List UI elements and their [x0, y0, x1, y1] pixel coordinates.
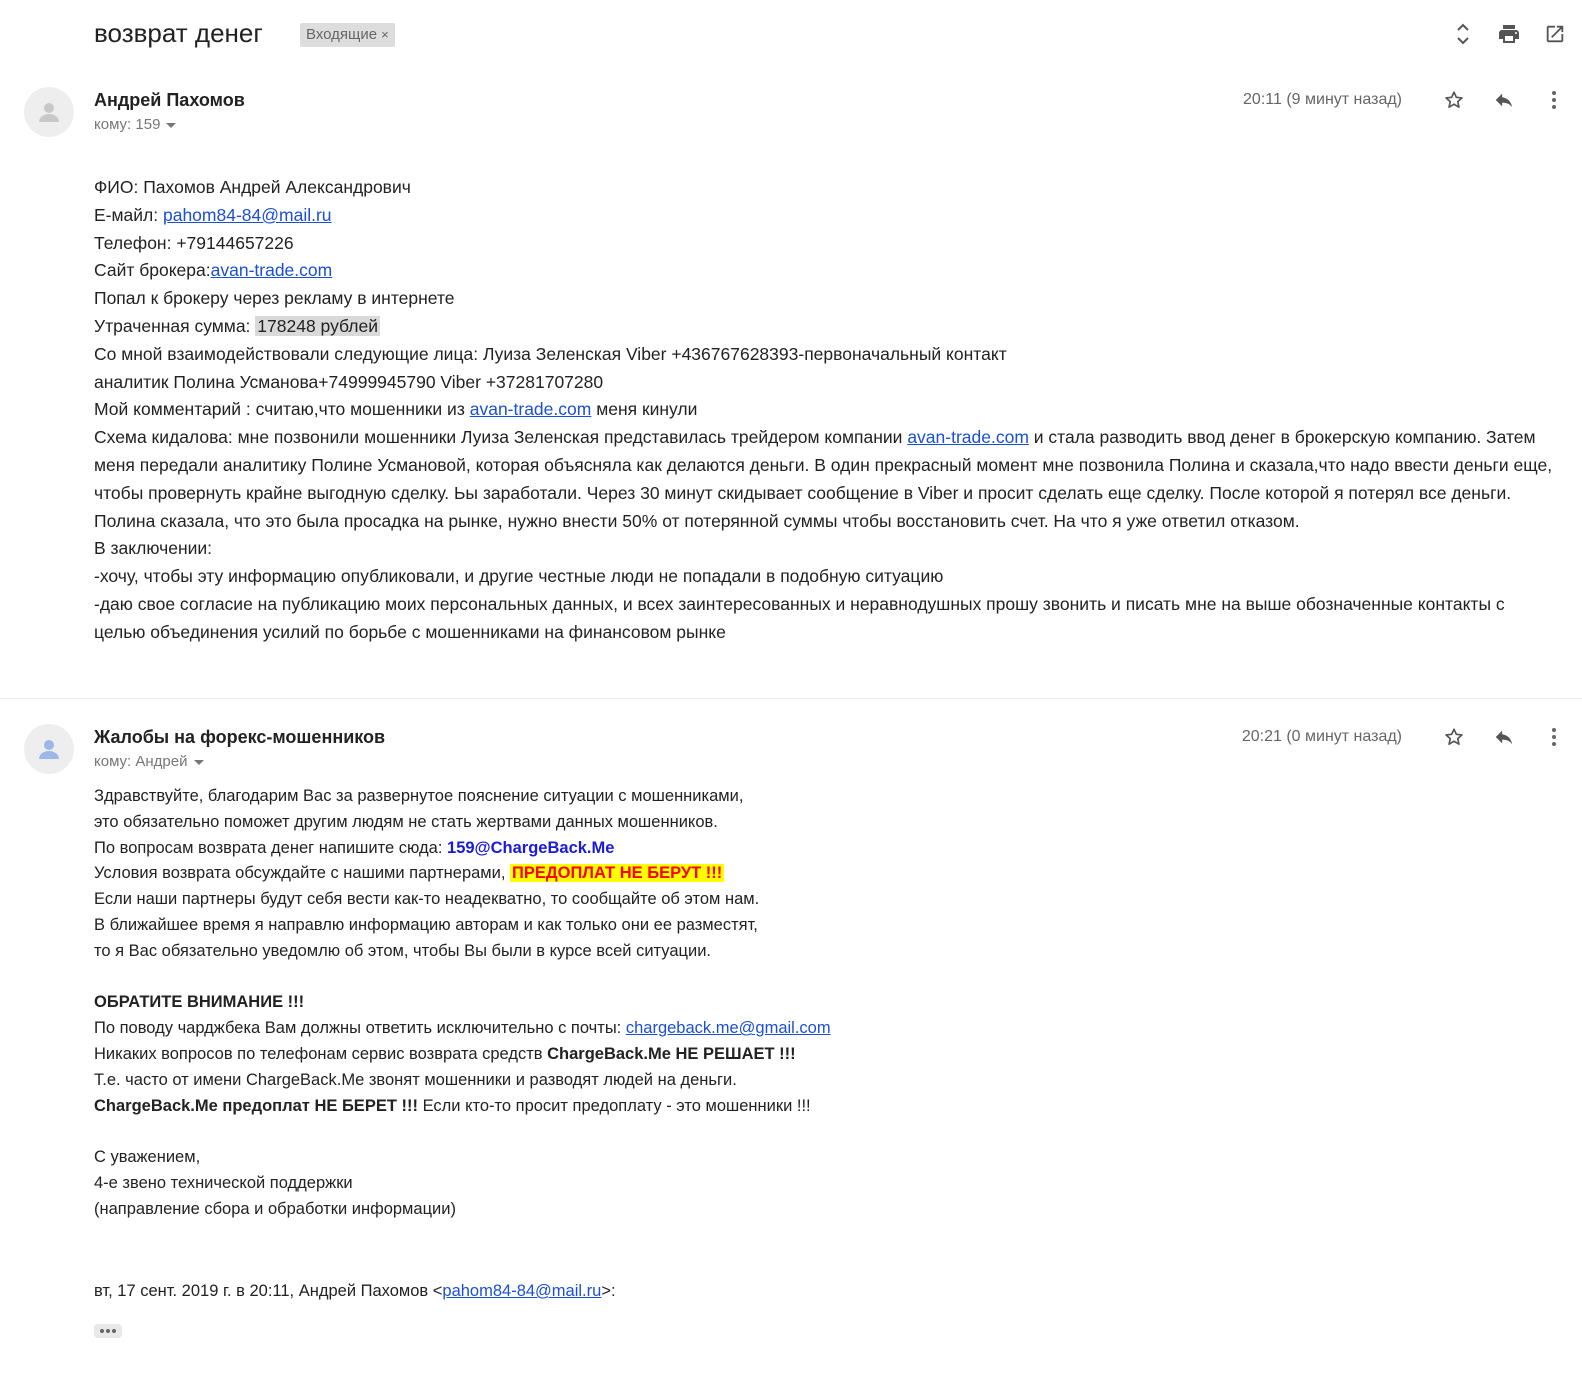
- expand-collapse-icon[interactable]: [1450, 20, 1476, 48]
- recipient-line[interactable]: [94, 753, 204, 770]
- comment-link[interactable]: avan-trade.com: [469, 399, 592, 420]
- more-vert-icon[interactable]: [1540, 723, 1568, 751]
- partners-text: Условия возврата обсуждайте с нашими партнерами,: [94, 864, 511, 883]
- show-trimmed-content-button[interactable]: [94, 1324, 122, 1338]
- recipient-text: кому: 159: [94, 116, 161, 133]
- body-line: В ближайшее время я направлю информацию авторам и как только они ее разместят,: [94, 915, 758, 934]
- official-email-label: По поводу чарджбека Вам должны ответить исключительно с почты:: [94, 1019, 626, 1038]
- open-new-window-icon[interactable]: [1542, 20, 1568, 48]
- label-remove-icon[interactable]: ×: [381, 27, 389, 42]
- scheme-link[interactable]: avan-trade.com: [907, 427, 1029, 448]
- avatar[interactable]: [24, 724, 74, 774]
- thread-toolbar: [1450, 20, 1568, 48]
- body-line: Здравствуйте, благодарим Вас за развернутое пояснение ситуации с мошенниками,: [94, 787, 744, 805]
- print-icon[interactable]: [1496, 20, 1522, 48]
- star-icon[interactable]: [1440, 723, 1468, 751]
- phone-warning-line: [94, 1042, 1554, 1068]
- prepay-warning-line: [94, 1094, 1554, 1120]
- quoted-header: [94, 1282, 616, 1301]
- scheme-text: Схема кидалова: мне позвонили мошенники Луиза Зеленская представилась трейдером компании: [94, 427, 908, 448]
- site-label: Сайт брокера:: [94, 260, 211, 281]
- message-divider: [0, 698, 1582, 699]
- body-line: то я Вас обязательно уведомлю об этом, чтобы Вы были в курсе всей ситуации.: [94, 941, 712, 960]
- message-time: 20:21 (0 минут назад): [1241, 728, 1402, 745]
- message-time: 20:11 (9 минут назад): [1243, 91, 1402, 108]
- star-icon[interactable]: [1440, 86, 1468, 114]
- point-1: -хочу, чтобы эту информацию опубликовали, и другие честные люди не попадали в подобную ситуацию: [94, 566, 944, 587]
- contact-email-line: [94, 836, 1554, 862]
- body-line: Если наши партнеры будут себя вести как-то неадекватно, то сообщайте об этом нам.: [94, 890, 760, 909]
- message-actions: [1440, 723, 1568, 751]
- broker-site-link[interactable]: avan-trade.com: [210, 260, 333, 281]
- email-line: [94, 202, 1554, 230]
- recipient-text: кому: Андрей: [94, 753, 188, 770]
- inbox-label-chip[interactable]: [300, 23, 395, 47]
- comment-text-end: меня кинули: [591, 399, 698, 420]
- email-label: Е-майл:: [94, 204, 163, 225]
- message-body: [94, 784, 1554, 1223]
- chevron-down-icon[interactable]: [194, 760, 204, 765]
- signature-line-2: (направление сбора и обработки информации): [94, 1199, 456, 1218]
- phone-warning-text: Никаких вопросов по телефонам сервис возврата средств: [94, 1044, 548, 1063]
- point-2: -даю свое согласие на публикацию моих персональных данных, и всех заинтересованных и неравнодушных прошу звонить и писать мне на выше обозначенные контакты с целью объединения усилий по борьбе с мошенниками на финансовом рынке: [94, 593, 1505, 642]
- sender-name[interactable]: Жалобы на форекс-мошенников: [94, 727, 386, 747]
- no-prepay-warning: ПРЕДОПЛАТ НЕ БЕРУТ !!!: [512, 864, 723, 883]
- signature-line-1: 4-е звено технической поддержки: [94, 1173, 353, 1192]
- body-line: Т.е. часто от имени ChargeBack.Me звонят мошенники и разводят людей на деньги.: [94, 1070, 737, 1089]
- body-line: это обязательно поможет другим людям не стать жертвами данных мошенников.: [94, 812, 718, 831]
- phone-warning-bold: ChargeBack.Me НЕ РЕШАЕТ !!!: [547, 1044, 796, 1063]
- thread-header: [0, 0, 1582, 70]
- sender-name[interactable]: Андрей Пахомов: [94, 90, 245, 110]
- official-email-link[interactable]: chargeback.me@gmail.com: [625, 1019, 831, 1038]
- label-text: Входящие: [306, 26, 378, 43]
- quote-suffix: >:: [601, 1282, 616, 1300]
- avatar[interactable]: [24, 87, 74, 137]
- email-link[interactable]: pahom84-84@mail.ru: [162, 204, 332, 225]
- source-line: Попал к брокеру через рекламу в интернете: [94, 288, 455, 309]
- reply-icon[interactable]: [1490, 723, 1518, 751]
- scheme-text-end: и стала разводить ввод денег в брокерскую компанию. Затем меня передали аналитику Полине Усмановой, которая объясняла как делаются деньги. В один прекрасный момент мне позвонила Полина и сказала,что надо ввести деньги еще, чтобы провернуть крайне выгодную сделку. Ьы заработали. Через 30 минут скидывает сообщение в Viber и просит сделать еще сделку. После которой я потерял все деньги. Полина сказала, что это была просадка на рынке, нужно внести 50% от потерянной суммы чтобы восстановить счет. На что я уже ответил отказом.: [94, 427, 1553, 531]
- reply-icon[interactable]: [1490, 86, 1518, 114]
- contact-email-label: По вопросам возврата денег напишите сюда:: [94, 838, 448, 857]
- lost-label: Утраченная сумма:: [94, 315, 256, 336]
- quote-email-link[interactable]: pahom84-84@mail.ru: [442, 1282, 602, 1300]
- recipient-line[interactable]: [94, 116, 176, 133]
- partners-line: [94, 861, 1554, 887]
- more-vert-icon[interactable]: [1540, 86, 1568, 114]
- comment-line: [94, 396, 1554, 424]
- lost-amount-line: [94, 313, 1554, 341]
- contacts-line-2: аналитик Полина Усманова+74999945790 Viber +37281707280: [94, 371, 604, 392]
- phone-line: Телефон: +79144657226: [94, 232, 294, 253]
- prepay-warning-bold: ChargeBack.Me предоплат НЕ БЕРЕТ !!!: [94, 1096, 418, 1115]
- regards: С уважением,: [94, 1148, 201, 1167]
- message-actions: [1440, 86, 1568, 114]
- blank-line: [94, 965, 1554, 991]
- lost-amount: 178248 рублей: [257, 315, 378, 336]
- scheme-paragraph: [94, 424, 1554, 535]
- chevron-down-icon[interactable]: [166, 123, 176, 128]
- broker-site-line: [94, 257, 1554, 285]
- quote-prefix: вт, 17 сент. 2019 г. в 20:11, Андрей Пахомов <: [94, 1282, 443, 1300]
- official-email-line: [94, 1016, 1554, 1042]
- chargeback-email[interactable]: 159@ChargeBack.Me: [447, 838, 615, 857]
- blank-line: [94, 1119, 1554, 1145]
- message-body: [94, 174, 1554, 647]
- attention-heading: ОБРАТИТЕ ВНИМАНИЕ !!!: [94, 993, 305, 1012]
- conclusion-line: В заключении:: [94, 538, 213, 559]
- fio-line: ФИО: Пахомов Андрей Александрович: [94, 177, 411, 197]
- thread-subject: возврат денег: [94, 18, 263, 48]
- prepay-warning-text: Если кто-то просит предоплату - это мошенники !!!: [417, 1096, 811, 1115]
- comment-text: Мой комментарий : считаю,что мошенники из: [94, 399, 470, 420]
- contacts-line-1: Со мной взаимодействовали следующие лица: Луиза Зеленская Viber +436767628393-первоначальный контакт: [94, 343, 1007, 364]
